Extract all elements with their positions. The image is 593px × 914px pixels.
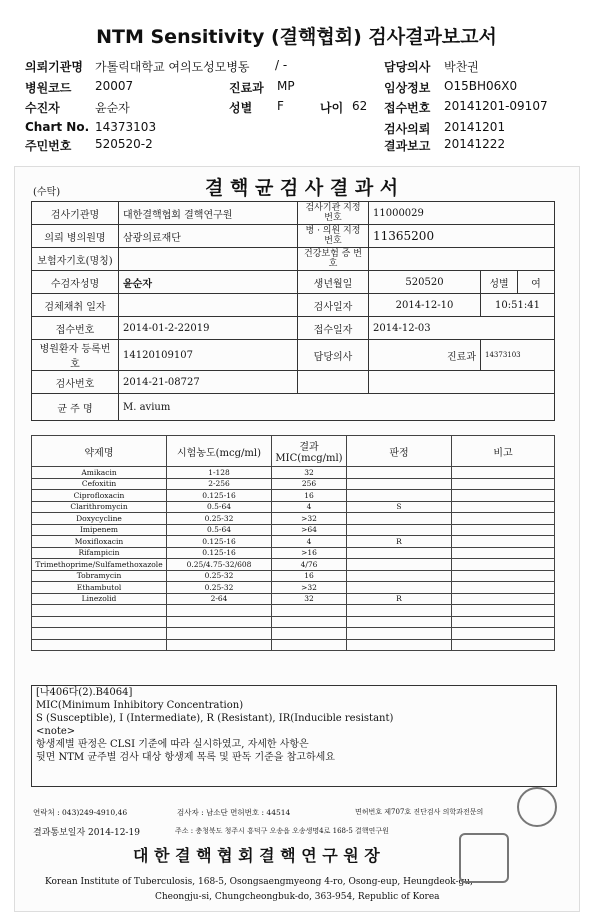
empty-row [32,616,555,628]
note-line: MIC(Minimum Inhibitory Concentration) [36,700,244,711]
empty-cell [452,605,555,617]
cell-value: 2014-12-10 [369,294,481,317]
drug-remark [452,513,555,525]
cell-label: 수검자성명 [32,271,119,294]
drug-remark [452,501,555,513]
drug-range: 0.125-16 [167,490,272,502]
cell-label: 검사기관 지정번호 [298,202,369,225]
empty-row [32,605,555,617]
empty-cell [347,616,452,628]
cell-value: 11000029 [369,202,555,225]
footer-address-ko: 주소 : 충청북도 청주시 흥덕구 오송읍 오송생명4로 168-5 결핵연구원 [175,827,389,835]
note-line: 뒷면 NTM 균주별 검사 대상 항생제 목록 및 판독 기준을 참고하세요 [36,752,335,763]
cell-value: 520520 [369,271,481,294]
cell-label: 검사일자 [298,294,369,317]
drug-range: 0.25-32 [167,582,272,594]
drug-name: Trimethoprime/Sulfamethoxazole [32,559,167,571]
hdr-val: 20141222 [444,137,506,151]
cell-value [298,371,369,394]
drug-mic: >64 [272,524,347,536]
col-header: 약제명 [32,436,167,467]
drug-mic: >32 [272,582,347,594]
drug-name: Ethambutol [32,582,167,594]
cell-value: 14373103 [481,340,555,371]
hdr-key: 결과보고 [384,139,431,153]
col-header: 비고 [452,436,555,467]
hdr-val: 20007 [95,79,134,93]
footer-contact: 연락처 : 043)249-4910,46 [33,808,128,817]
cell-value: 여 [518,271,555,294]
hdr-val: 20141201-09107 [444,99,548,113]
hdr-key: 검사의뢰 [384,122,431,136]
cell-label: 성별 [481,271,518,294]
cell-label: 병원환자 등록번호 [32,340,119,371]
hdr-val: 박찬권 [444,60,479,74]
hdr-key: 임상정보 [384,81,431,95]
footer-report-date: 결과통보일자 2014-12-19 [33,828,140,838]
scanned-report [14,166,580,912]
empty-cell [272,605,347,617]
table-row [32,467,555,479]
hdr-val: MP [277,79,295,93]
cell-value: 2014-01-2-22019 [119,317,298,340]
empty-cell [272,628,347,640]
empty-cell [32,639,167,651]
drug-interp [347,490,452,502]
cell-label: 보험자기호(명칭) [32,248,119,271]
empty-cell [272,616,347,628]
drug-interp [347,570,452,582]
report-title: NTM Sensitivity (결핵협회) 검사결과보고서 [96,26,497,48]
table-row [32,513,555,525]
hdr-val: 520520-2 [95,137,153,151]
hdr-val: 14373103 [95,120,157,134]
drug-mic: 4 [272,536,347,548]
note-line: 항생제별 판정은 CLSI 기준에 따라 실시하였고, 자세한 사항은 [36,739,309,750]
cell-label: 의뢰 병의원명 [32,225,119,248]
drug-interp: R [347,536,452,548]
hdr-key: 의뢰기관명 [25,60,83,74]
empty-row [32,628,555,640]
note-line: S (Susceptible), I (Intermediate), R (Resistant), IR(Inducible resistant) [36,713,394,724]
cell-value: 삼광의료재단 [119,225,298,248]
empty-cell [347,605,452,617]
drug-range: 2-256 [167,478,272,490]
notes-box [31,685,557,787]
cell-value: 2014-21-08727 [119,371,298,394]
empty-cell [32,628,167,640]
drug-range: 0.5-64 [167,501,272,513]
cell-label: 병 · 의원 지정번호 [298,225,369,248]
drug-remark [452,467,555,479]
drug-interp: S [347,501,452,513]
drug-name: Cefoxitin [32,478,167,490]
drug-range: 0.5-64 [167,524,272,536]
col-header: 시험농도(mcg/ml) [167,436,272,467]
table-row [32,547,555,559]
drug-range: 2-64 [167,593,272,605]
drug-name: Doxycycline [32,513,167,525]
drug-mic: 32 [272,467,347,479]
drug-interp [347,559,452,571]
drug-interp [347,582,452,594]
drug-mic: >32 [272,513,347,525]
drug-range: 0.125-16 [167,536,272,548]
drug-rows [32,467,555,651]
cell-label: 검체채취 일자 [32,294,119,317]
cell-value: 윤순자 [119,271,298,294]
empty-cell [32,616,167,628]
susceptibility-table [31,435,555,651]
drug-name: Linezolid [32,593,167,605]
drug-remark [452,582,555,594]
corner-label: (수탁) [33,187,61,198]
patient-info-table [31,201,555,421]
drug-interp: R [347,593,452,605]
hdr-val: 가톨릭대학교 여의도성모병동 [95,60,250,74]
footer-license: 면허번호 제707호 진단검사 의학과전문의 [355,808,484,816]
cell-value: 14120109107 [119,340,298,371]
drug-remark [452,478,555,490]
cell-value: 2014-12-03 [369,317,555,340]
drug-mic: 16 [272,570,347,582]
drug-remark [452,559,555,571]
hdr-val: O15BH06X0 [444,79,518,93]
drug-remark [452,490,555,502]
empty-cell [167,628,272,640]
empty-cell [347,628,452,640]
empty-row [32,639,555,651]
table-row [32,570,555,582]
empty-cell [452,639,555,651]
drug-interp [347,524,452,536]
note-line: <note> [36,726,76,737]
cell-value: 10:51:41 [481,294,555,317]
cell-label: 접수번호 [32,317,119,340]
hdr-key: 담당의사 [384,60,431,74]
empty-cell [452,628,555,640]
drug-mic: 4 [272,501,347,513]
empty-cell [272,639,347,651]
drug-name: Moxifloxacin [32,536,167,548]
cell-value: 11365200 [369,225,555,248]
cell-value [119,248,298,271]
table-row [32,490,555,502]
cell-value: 대한결핵협회 결핵연구원 [119,202,298,225]
cell-label: 생년월일 [298,271,369,294]
drug-range: 0.25-32 [167,570,272,582]
hdr-key: Chart No. [25,120,90,134]
empty-cell [167,605,272,617]
table-row [32,536,555,548]
drug-mic: 32 [272,593,347,605]
drug-interp [347,513,452,525]
drug-name: Ciprofloxacin [32,490,167,502]
drug-name: Rifampicin [32,547,167,559]
table-row [32,593,555,605]
table-row [32,524,555,536]
drug-range: 1-128 [167,467,272,479]
drug-name: Imipenem [32,524,167,536]
cell-value [369,371,555,394]
drug-remark [452,570,555,582]
hdr-key: 수진자 [25,101,60,115]
cell-value [369,248,555,271]
hdr-val: F [277,99,284,113]
drug-range: 0.25/4.75-32/608 [167,559,272,571]
hdr-val: 62 [352,99,368,113]
cell-label: 접수일자 [298,317,369,340]
footer-examiner: 검사자 : 남소단 면허번호 : 44514 [177,808,291,817]
hdr-val: 20141201 [444,120,506,134]
cell-value: M. avium [119,394,555,421]
cell-label: 담당의사 [298,340,369,371]
empty-cell [32,605,167,617]
cell-value [119,294,298,317]
footer-addr-en2: Cheongju-si, Chungcheongbuk-do, 363-954, Republic of Korea [155,892,440,902]
cell-label: 진료과 [369,340,481,371]
empty-cell [347,639,452,651]
col-header: 판정 [347,436,452,467]
drug-remark [452,547,555,559]
footer-org: 대 한 결 핵 협 회 결 핵 연 구 원 장 [133,846,380,865]
drug-remark [452,524,555,536]
drug-name: Clarithromycin [32,501,167,513]
hdr-val: / - [275,58,288,72]
hdr-key: 주민번호 [25,139,72,153]
hdr-key: 진료과 [229,81,264,95]
table-row [32,559,555,571]
seal-stamp-small [517,787,557,827]
cell-label: 검사기관명 [32,202,119,225]
drug-remark [452,536,555,548]
table-row [32,478,555,490]
table-row [32,582,555,594]
hdr-key: 성별 [229,101,253,115]
cell-label: 균 주 명 [32,394,119,421]
seal-stamp-square [459,833,509,883]
hdr-val: 윤순자 [95,101,130,115]
col-header: 결과 MIC(mcg/ml) [272,436,347,467]
drug-interp [347,467,452,479]
drug-mic: 16 [272,490,347,502]
doc-title: 결 핵 균 검 사 결 과 서 [205,177,399,199]
drug-interp [347,478,452,490]
empty-cell [452,616,555,628]
drug-mic: 256 [272,478,347,490]
cell-label: 건강보험 증 번 호 [298,248,369,271]
table-row [32,501,555,513]
drug-mic: >16 [272,547,347,559]
cell-label: 검사번호 [32,371,119,394]
drug-name: Amikacin [32,467,167,479]
drug-mic: 4/76 [272,559,347,571]
hdr-key: 나이 [320,101,344,115]
drug-name: Tobramycin [32,570,167,582]
drug-range: 0.25-32 [167,513,272,525]
drug-remark [452,593,555,605]
note-line: [나406다(2).B4064] [36,687,133,698]
empty-cell [167,639,272,651]
hdr-key: 병원코드 [25,81,72,95]
empty-cell [167,616,272,628]
hdr-key: 접수번호 [384,101,431,115]
drug-range: 0.125-16 [167,547,272,559]
footer-addr-en1: Korean Institute of Tuberculosis, 168-5, Osongsaengmyeong 4-ro, Osong-eup, Heungdeok-gu, [45,877,473,887]
drug-interp [347,547,452,559]
